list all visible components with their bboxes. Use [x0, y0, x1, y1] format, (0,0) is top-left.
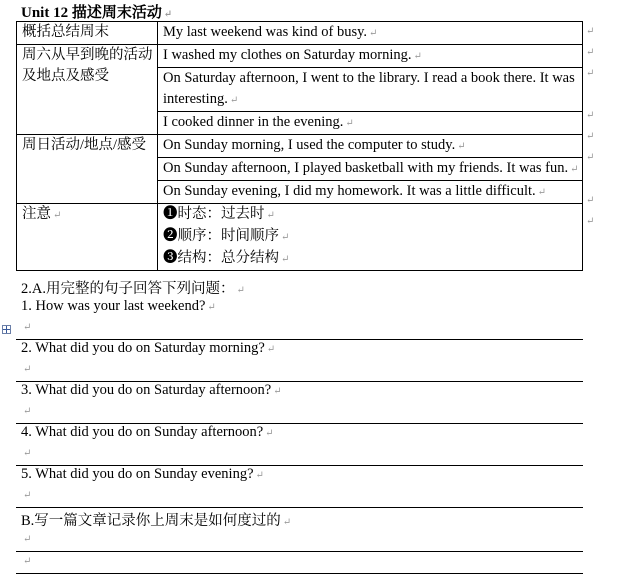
answer-line[interactable] — [16, 507, 583, 508]
question-5: 5. What did you do on Sunday evening? ↵ — [21, 466, 264, 482]
row-end-mark-icon: ↵ — [586, 68, 595, 79]
unit-number: Unit 12 — [21, 5, 69, 21]
table-row — [17, 135, 583, 158]
row-end-mark-icon: ↵ — [586, 110, 595, 121]
essay-line-mark-icon: ↵ — [23, 556, 32, 567]
label-notes: 注意 ↵ — [17, 204, 158, 271]
table-row — [17, 22, 583, 45]
section-a-title: 2.A.用完整的句子回答下列问题： ↵ — [21, 281, 245, 297]
sunday-item: On Sunday evening, I did my homework. It was a little difficult. ↵ — [158, 181, 583, 204]
saturday-item: I washed my clothes on Saturday morning. ↵ — [158, 45, 583, 68]
label-saturday: 周六从早到晚的活动及地点及感受 — [17, 45, 158, 135]
answer-line-mark-icon: ↵ — [23, 406, 32, 417]
paragraph-mark-icon: ↵ — [163, 9, 173, 20]
essay-line[interactable] — [16, 573, 583, 574]
answer-line-mark-icon: ↵ — [23, 490, 32, 501]
answer-line-mark-icon: ↵ — [23, 322, 32, 333]
unit-title: 描述周末活动 — [71, 5, 162, 21]
section-b-title: B.写一篇文章记录你上周末是如何度过的 ↵ — [21, 513, 292, 529]
note-item: ❸结构：总分结构 ↵ — [163, 250, 290, 266]
question-1: 1. How was your last weekend? ↵ — [21, 298, 216, 314]
summary-sentence: My last weekend was kind of busy. ↵ — [158, 22, 583, 45]
note-item: ❷顺序：时间顺序 ↵ — [163, 228, 290, 244]
worksheet-title — [21, 1, 172, 22]
label-sunday: 周日活动/地点/感受 — [17, 135, 158, 204]
table-move-handle-icon[interactable] — [2, 325, 11, 334]
row-end-mark-icon: ↵ — [586, 47, 595, 58]
saturday-item: I cooked dinner in the evening. ↵ — [158, 112, 583, 135]
answer-line-mark-icon: ↵ — [23, 448, 32, 459]
label-summary: 概括总结周末 — [17, 22, 158, 45]
question-3: 3. What did you do on Saturday afternoon? ↵ — [21, 382, 282, 398]
essay-line-mark-icon: ↵ — [23, 534, 32, 545]
weekend-summary-table — [16, 21, 583, 271]
answer-line-mark-icon: ↵ — [23, 364, 32, 375]
question-2: 2. What did you do on Saturday morning? ↵ — [21, 340, 276, 356]
note-item: ❶时态：过去时 ↵ — [163, 206, 275, 222]
sunday-item: On Sunday morning, I used the computer to study. ↵ — [158, 135, 583, 158]
question-4: 4. What did you do on Sunday afternoon? ↵ — [21, 424, 274, 440]
sunday-item: On Sunday afternoon, I played basketball with my friends. It was fun. ↵ — [158, 158, 583, 181]
table-row — [17, 45, 583, 68]
row-end-mark-icon: ↵ — [586, 152, 595, 163]
row-end-mark-icon: ↵ — [586, 195, 595, 206]
row-end-mark-icon: ↵ — [586, 131, 595, 142]
row-end-mark-icon: ↵ — [586, 26, 595, 37]
essay-line[interactable] — [16, 551, 583, 552]
table-row — [17, 204, 583, 271]
row-end-mark-icon: ↵ — [586, 216, 595, 227]
saturday-item: On Saturday afternoon, I went to the library. I read a book there. It was interesting. ↵ — [158, 68, 583, 112]
notes-cell — [158, 204, 583, 271]
